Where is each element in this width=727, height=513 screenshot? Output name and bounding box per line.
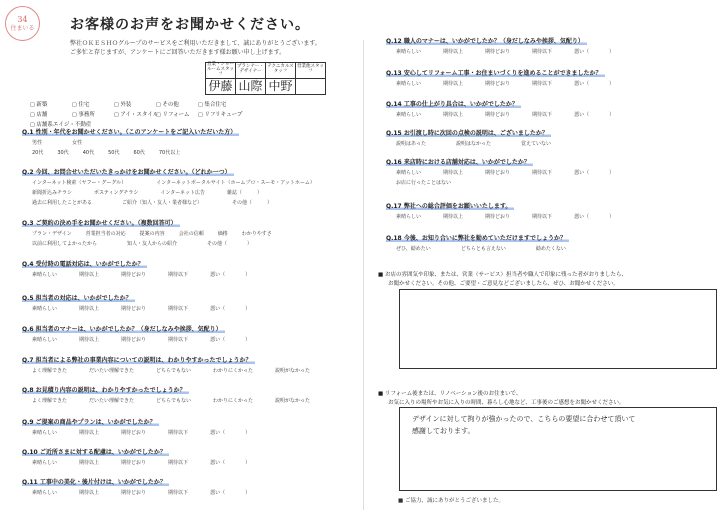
q2-option[interactable]: インターネット検索（ヤフー・グーグル） (32, 180, 127, 186)
q1-options-row (32, 139, 112, 146)
closing-message (398, 496, 504, 504)
q6-option[interactable]: 悪い（ ） (210, 337, 251, 343)
q8-option[interactable]: よく理解できた (32, 398, 68, 404)
comment2-label-line1: リフォーム後または、リノベーション後のお住まいで、 (384, 391, 522, 397)
q15-options-row (396, 140, 581, 147)
q3-option[interactable]: 価格 (217, 231, 228, 237)
q18-option[interactable]: ぜひ、勧めたい (396, 246, 431, 252)
q11-option[interactable]: 期待以上 (79, 490, 100, 496)
q15-option[interactable]: 説明はなかった (455, 141, 491, 147)
q8-option[interactable]: 説明がなかった (275, 398, 311, 404)
q1-option[interactable]: 男性 (32, 140, 43, 146)
q7-option[interactable]: だいたい理解できた (89, 368, 135, 374)
q3-option[interactable]: その他（ ） (207, 241, 253, 247)
q9-option[interactable]: 素晴らしい (32, 430, 58, 436)
staff-table (205, 62, 326, 95)
q14-option[interactable]: 悪い（ ） (574, 112, 615, 118)
q4-options-row (32, 271, 272, 278)
question-q11 (22, 477, 169, 486)
q6-option[interactable]: 素晴らしい (32, 337, 58, 343)
q8-label: Q.8 お見積り内容の説明は、わかりやすかったでしょうか？ (22, 387, 189, 394)
question-q18 (386, 233, 569, 242)
q13-option[interactable]: 素晴らしい (396, 81, 422, 87)
q4-option[interactable]: 期待以上 (79, 272, 100, 278)
q6-option[interactable]: 期待以下 (168, 337, 189, 343)
q18-option[interactable]: 勧めたくない (535, 246, 566, 252)
q16-option[interactable]: 期待以上 (443, 170, 464, 176)
q5-label: Q.5 担当者の対応は、いかがでしたか？ (22, 295, 135, 302)
q3-label: Q.3 ご契約の決め手をお聞かせください。（複数回答可） (22, 220, 180, 227)
q14-options-row (396, 111, 636, 118)
comment1-label-line1: お店の雰囲気や印象、または、営業（サービス）担当者や職人で印象に残った者がおりましたら、 (384, 272, 627, 278)
q7-option[interactable]: 説明がなかった (275, 368, 311, 374)
q8-option[interactable]: どちらでもない (156, 398, 191, 404)
question-q7 (22, 355, 255, 364)
comment1-textbox[interactable] (399, 289, 717, 369)
q10-option[interactable]: 期待どおり (121, 460, 147, 466)
type-option[interactable]: □ 店舗 (30, 110, 72, 118)
q3-option[interactable]: わかりやすさ (241, 231, 272, 237)
question-q12 (386, 36, 587, 45)
staff-name-planner[interactable]: 山際 (236, 78, 266, 94)
q18-option[interactable]: どちらとも言えない (460, 246, 506, 252)
q1-option[interactable]: 30代 (57, 150, 69, 156)
intro-line-2: ご多忙と存じますが、アンケートにご回答いただきます様お願い申し上げます。 (70, 49, 286, 56)
q3-option[interactable]: プラン・デザイン (32, 231, 72, 237)
q12-option[interactable]: 期待以下 (532, 49, 553, 55)
q16-option[interactable]: 期待どおり (485, 170, 511, 176)
q7-option[interactable]: どちらでもない (156, 368, 191, 374)
type-option[interactable]: □ アイ・スタイル (114, 110, 156, 118)
q7-option[interactable]: よく理解できた (32, 368, 68, 374)
q18-label: Q.18 今後、お知り合いに弊社を勧めていただけますでしょうか？ (386, 235, 569, 242)
q7-options-row (32, 367, 332, 374)
property-type-options (30, 100, 260, 128)
staff-name-technical[interactable]: 中野 (266, 78, 296, 94)
q14-option[interactable]: 期待どおり (485, 112, 511, 118)
type-option[interactable]: □ 新築 (30, 100, 72, 108)
closing-text: ご協力、誠にありがとうございました。 (404, 498, 504, 504)
q16-option[interactable]: お店に行ったことはない (396, 180, 452, 186)
q14-label: Q.14 工事の仕上がり具合は、いかがでしたか？ (386, 101, 521, 108)
q7-label: Q.7 担当者による弊社の事業内容についての説明は、わかりやすかったでしょうか？ (22, 357, 255, 364)
q3-option[interactable]: 知人・友人からの紹介 (127, 241, 178, 247)
q17-label: Q.17 弊社への総合評価をお願いいたします。 (386, 203, 514, 210)
type-option[interactable]: □ 店舗系エイジ・不動産 (30, 120, 72, 128)
q5-option[interactable]: 期待どおり (121, 306, 147, 312)
q10-option[interactable]: 素晴らしい (32, 460, 58, 466)
q2-options-row (32, 199, 302, 206)
intro-line-1: 弊社ＯＫＥＳＨＯグループのサービスをご利用いただきまして、誠にありがとうございます。 (70, 40, 321, 47)
q1-option[interactable]: 50代 (108, 150, 120, 156)
page-title: お客様のお声をお聞かせください。 (70, 17, 310, 33)
comment2-label (378, 389, 521, 397)
q9-options-row (32, 429, 272, 436)
question-q14 (386, 99, 521, 108)
q10-option[interactable]: 悪い（ ） (210, 460, 251, 466)
q15-option[interactable]: 説明はあった (396, 141, 426, 147)
q4-option[interactable]: 期待以下 (168, 272, 189, 278)
q4-option[interactable]: 素晴らしい (32, 272, 58, 278)
q12-option[interactable]: 素晴らしい (396, 49, 422, 55)
q13-option[interactable]: 期待どおり (485, 81, 511, 87)
type-option[interactable]: □ 住宅 (72, 100, 114, 108)
staff-header-other: 営業他スタッフ (296, 63, 326, 79)
q8-options-row (32, 397, 332, 404)
q3-option[interactable]: 会社の信頼 (178, 231, 204, 237)
q10-option[interactable]: 期待以下 (168, 460, 189, 466)
q5-option[interactable]: 期待以上 (79, 306, 100, 312)
q4-option[interactable]: 悪い（ ） (210, 272, 251, 278)
staff-header-planner: プランナー・デザイナー (236, 63, 266, 79)
type-option[interactable]: □ 集合住宅 (198, 100, 240, 108)
q17-options-row (396, 213, 636, 220)
q13-label: Q.13 安心してリフォーム工事・お住まいづくりを進めることができましたか？ (386, 70, 605, 77)
q13-option[interactable]: 悪い（ ） (574, 81, 615, 87)
received-stamp (5, 6, 40, 41)
q17-option[interactable]: 悪い（ ） (574, 214, 615, 220)
staff-name-sales[interactable]: 伊藤 (206, 78, 236, 94)
q2-options-row (32, 179, 345, 186)
comment1-label (378, 270, 627, 278)
q3-option[interactable]: 提案の内容 (139, 231, 165, 237)
question-q15 (386, 128, 551, 137)
q14-option[interactable]: 期待以上 (443, 112, 464, 118)
comment2-handwritten-line2: 感謝しております。 (412, 427, 475, 435)
q2-option[interactable]: 過去に利用したことがある (32, 200, 93, 206)
q10-options-row (32, 459, 272, 466)
q2-label: Q.2 今回、お問合せいただいたきっかけをお聞かせください。（どれか一つ） (22, 169, 234, 176)
q12-option[interactable]: 期待以上 (443, 49, 464, 55)
q3-options-row (32, 240, 282, 247)
type-option[interactable]: □ 事務所 (72, 110, 114, 118)
q9-option[interactable]: 期待以下 (168, 430, 189, 436)
q10-label: Q.10 ご近所さまに対する配慮は、いかがでしたか？ (22, 449, 169, 456)
q11-option[interactable]: 悪い（ ） (210, 490, 251, 496)
q2-option[interactable]: 新聞折込みチラシ (32, 190, 73, 196)
q15-label: Q.15 お引渡し時に次回の点検の説明は、ございましたか？ (386, 130, 551, 137)
question-q13 (386, 68, 605, 77)
question-q17 (386, 201, 514, 210)
q1-option[interactable]: 女性 (72, 140, 83, 146)
question-q3 (22, 218, 180, 227)
q6-options-row (32, 336, 272, 343)
q11-option[interactable]: 素晴らしい (32, 490, 58, 496)
q5-option[interactable]: 素晴らしい (32, 306, 58, 312)
q2-options-row (32, 189, 284, 196)
q13-option[interactable]: 期待以上 (443, 81, 464, 87)
type-option[interactable]: □ リフォーム (156, 110, 198, 118)
question-q16 (386, 157, 533, 166)
q6-label: Q.6 担当者のマナーは、いかがでしたか？（身だしなみや挨拶、気配り） (22, 326, 225, 333)
closing-checkbox-icon: ■ (398, 498, 405, 504)
q3-option[interactable]: 営業担当者の対応 (85, 231, 126, 237)
q12-option[interactable]: 期待どおり (485, 49, 511, 55)
q2-option[interactable]: インターネット広告 (160, 190, 205, 196)
q12-options-row (396, 48, 636, 55)
q9-option[interactable]: 期待以上 (79, 430, 100, 436)
q13-options-row (396, 80, 636, 87)
q18-options-row (396, 245, 596, 252)
q3-options-row (32, 230, 286, 237)
q5-option[interactable]: 期待以下 (168, 306, 189, 312)
type-option[interactable]: □ リフリキュープ (198, 110, 240, 118)
question-q4 (22, 259, 147, 268)
type-option[interactable]: □ 外装 (114, 100, 156, 108)
q2-option[interactable]: インターネットポータルサイト（ホームプロ・スーモ・アットホーム） (156, 180, 315, 186)
q11-options-row (32, 489, 272, 496)
staff-header-sales: 営業・ショールームスタッフ (207, 62, 234, 77)
q16-option[interactable]: 期待以下 (532, 170, 553, 176)
q2-option[interactable]: その他（ ） (232, 200, 273, 206)
comment2-textbox[interactable] (399, 407, 717, 491)
q16-options-row (396, 169, 636, 176)
question-q9 (22, 417, 159, 426)
stamp-number: 34 (17, 15, 28, 25)
column-divider (363, 40, 364, 510)
q6-option[interactable]: 期待以上 (79, 337, 100, 343)
q1-option[interactable]: 60代 (133, 150, 145, 156)
comment2-handwritten-line1: デザインに対して拘りが強かったので、こちらの要望に合わせて頂いて (412, 415, 636, 423)
type-option[interactable]: □ その他 (156, 100, 198, 108)
q9-label: Q.9 ご提案の商品やプランは、いかがでしたか？ (22, 419, 159, 426)
q8-option[interactable]: わかりにくかった (212, 398, 253, 404)
question-q5 (22, 293, 135, 302)
q8-option[interactable]: だいたい理解できた (89, 398, 135, 404)
comment2-checkbox-icon: ■ (378, 391, 385, 397)
question-q10 (22, 447, 169, 456)
stamp-text: 住まいる (10, 24, 35, 32)
q17-option[interactable]: 期待以下 (532, 214, 553, 220)
q9-option[interactable]: 悪い（ ） (210, 430, 251, 436)
q10-option[interactable]: 期待以上 (79, 460, 100, 466)
question-q8 (22, 385, 189, 394)
q1-option[interactable]: 20代 (32, 150, 44, 156)
q16-option[interactable]: 素晴らしい (396, 170, 422, 176)
q1-options-row (32, 149, 194, 156)
q17-option[interactable]: 素晴らしい (396, 214, 422, 220)
q2-option[interactable]: ご紹介（知人・友人・業者様など） (122, 200, 203, 206)
comment1-label-line2: お聞かせください。その他、ご要望・ご意見などございましたら、ぜひ、お聞かせください。 (388, 281, 619, 287)
comment2-label-line2: お気に入りの場所やお気に入りの時間、暮らし心地など、工事後のご感想をお聞かせください。 (388, 400, 625, 406)
q1-option[interactable]: 70代以上 (158, 150, 181, 156)
q17-option[interactable]: 期待以上 (443, 214, 464, 220)
q2-option[interactable]: ポスティングチラシ (94, 190, 139, 196)
q16-label: Q.16 来店時における店舗対応は、いかがでしたか？ (386, 159, 533, 166)
q6-option[interactable]: 期待どおり (121, 337, 147, 343)
q12-label: Q.12 職人のマナーは、いかがでしたか？（身だしなみや挨拶、気配り） (386, 38, 587, 45)
q11-option[interactable]: 期待以下 (168, 490, 189, 496)
q16-options-row (396, 179, 481, 186)
q14-option[interactable]: 素晴らしい (396, 112, 422, 118)
q1-label: Q.1 性別・年代をお聞かせください。（このアンケートをご記入いただいた方） (22, 129, 239, 136)
q11-option[interactable]: 期待どおり (121, 490, 147, 496)
q5-options-row (32, 305, 272, 312)
q3-option[interactable]: 以前に利用してよかったから (32, 241, 98, 247)
question-q1 (22, 127, 239, 136)
q11-label: Q.11 工事中の美化・後片付けは、いかがでしたか？ (22, 479, 169, 486)
q17-option[interactable]: 期待どおり (485, 214, 511, 220)
q1-option[interactable]: 40代 (82, 150, 95, 156)
staff-name-other[interactable] (296, 78, 326, 94)
question-q6 (22, 324, 225, 333)
question-q2 (22, 167, 234, 176)
q7-option[interactable]: わかりにくかった (212, 368, 253, 374)
staff-header-technical: テクニカルスタッフ (266, 63, 296, 79)
q4-option[interactable]: 期待どおり (121, 272, 147, 278)
q9-option[interactable]: 期待どおり (121, 430, 147, 436)
q13-option[interactable]: 期待以下 (532, 81, 553, 87)
q5-option[interactable]: 悪い（ ） (210, 306, 251, 312)
q4-label: Q.4 受付時の電話対応は、いかがでしたか？ (22, 261, 147, 268)
q15-option[interactable]: 覚えていない (520, 141, 551, 147)
q12-option[interactable]: 悪い（ ） (574, 49, 615, 55)
comment1-checkbox-icon: ■ (378, 272, 385, 278)
q2-option[interactable]: 雑誌（ ） (226, 190, 262, 196)
q14-option[interactable]: 期待以下 (532, 112, 553, 118)
q16-option[interactable]: 悪い（ ） (574, 170, 615, 176)
